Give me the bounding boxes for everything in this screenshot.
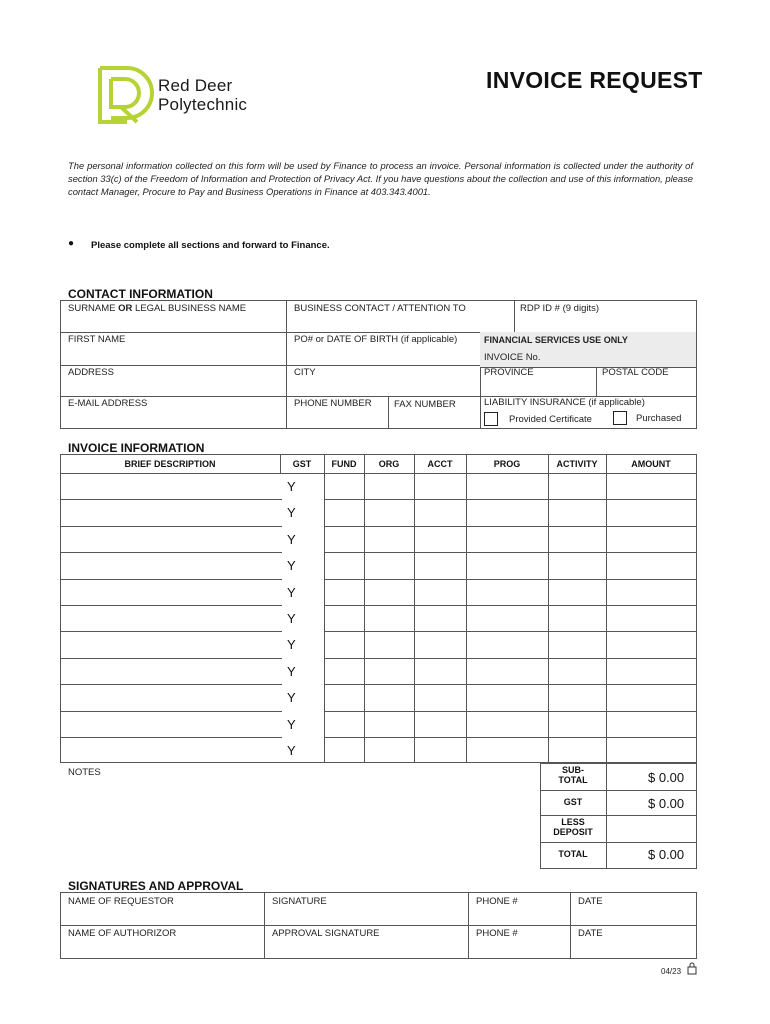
col-amount: AMOUNT: [631, 459, 671, 469]
col-fund: FUND: [331, 459, 357, 469]
financial-services-label: FINANCIAL SERVICES USE ONLY: [484, 335, 628, 345]
row-divider: [324, 737, 697, 738]
row-divider: [324, 711, 697, 712]
total-label: TOTAL: [558, 849, 588, 859]
gst-mark[interactable]: Y: [287, 637, 296, 652]
row-divider: [324, 658, 697, 659]
requestor-phone-label[interactable]: PHONE #: [476, 896, 518, 907]
city-label[interactable]: CITY: [294, 367, 316, 378]
row-divider: [324, 526, 697, 527]
email-label[interactable]: E-MAIL ADDRESS: [68, 398, 148, 409]
row-divider: [60, 711, 282, 712]
lock-icon: [687, 961, 697, 975]
row-divider: [60, 552, 282, 553]
row-divider: [324, 631, 697, 632]
gst-mark[interactable]: Y: [287, 717, 296, 732]
col-brief-description: BRIEF DESCRIPTION: [124, 459, 216, 469]
logo-wordmark: [158, 76, 247, 114]
row-divider: [60, 631, 282, 632]
gst-mark[interactable]: Y: [287, 743, 296, 758]
row-divider: [60, 684, 282, 685]
gst-total-value: $ 0.00: [648, 796, 685, 811]
po-dob-label[interactable]: PO# or DATE OF BIRTH (if applicable): [294, 334, 458, 345]
postal-code-label[interactable]: POSTAL CODE: [602, 367, 669, 378]
liability-label: LIABILITY INSURANCE (if applicable): [484, 397, 645, 408]
requestor-signature-label[interactable]: SIGNATURE: [272, 896, 327, 907]
logo-line-1: Red Deer: [158, 76, 233, 95]
phone-label[interactable]: PHONE NUMBER: [294, 398, 372, 409]
row-divider: [324, 579, 697, 580]
subtotal-label: SUB- TOTAL: [558, 765, 588, 785]
first-name-label[interactable]: FIRST NAME: [68, 334, 126, 345]
gst-mark[interactable]: Y: [287, 690, 296, 705]
requestor-name-label[interactable]: NAME OF REQUESTOR: [68, 896, 174, 907]
form-version: 04/23: [661, 967, 682, 976]
row-divider: [324, 499, 697, 500]
row-divider: [324, 552, 697, 553]
col-acct: ACCT: [427, 459, 453, 469]
subtotal-value: $ 0.00: [648, 770, 685, 785]
invoice-section-title: INVOICE INFORMATION: [68, 441, 205, 455]
requestor-date-label[interactable]: DATE: [578, 896, 603, 907]
row-divider: [60, 737, 282, 738]
fax-label[interactable]: FAX NUMBER: [394, 399, 456, 410]
row-divider: [60, 658, 282, 659]
surname-label[interactable]: SURNAME OR LEGAL BUSINESS NAME: [68, 303, 247, 314]
approval-signature-label[interactable]: APPROVAL SIGNATURE: [272, 928, 380, 939]
col-org: ORG: [378, 459, 400, 469]
province-label[interactable]: PROVINCE: [484, 367, 534, 378]
instruction-text: Please complete all sections and forward to Finance.: [91, 240, 330, 251]
row-divider: [60, 605, 282, 606]
address-label[interactable]: ADDRESS: [68, 367, 114, 378]
contact-section-title: CONTACT INFORMATION: [68, 287, 213, 301]
page-title: INVOICE REQUEST: [486, 67, 703, 93]
privacy-notice: The personal information collected on this form will be used by Finance to process an invoice. Personal information is collected under the authority of section 33(c) of the Freedom of Information and Protection of Privacy Act. If you have questions about the collection and use of this information, please contact Manager, Procure to Pay and Business Operations in Finance at 403.343.4001.: [68, 160, 693, 197]
rdp-id-label[interactable]: RDP ID # (9 digits): [520, 303, 600, 314]
rdp-logo-icon: [97, 65, 157, 125]
provided-certificate-checkbox[interactable]: [484, 412, 498, 426]
business-contact-label[interactable]: BUSINESS CONTACT / ATTENTION TO: [294, 303, 466, 314]
signatures-section-title: SIGNATURES AND APPROVAL: [68, 879, 244, 893]
col-gst: GST: [292, 459, 312, 469]
gst-mark[interactable]: Y: [287, 585, 296, 600]
bullet-icon: ●: [68, 238, 75, 249]
col-activity: ACTIVITY: [556, 459, 598, 469]
gst-mark[interactable]: Y: [287, 532, 296, 547]
row-divider: [60, 526, 282, 527]
row-divider: [324, 684, 697, 685]
less-deposit-label: LESS DEPOSIT: [553, 817, 593, 837]
purchased-label: Purchased: [636, 413, 682, 424]
logo-line-2: Polytechnic: [158, 95, 248, 114]
gst-total-label: GST: [563, 797, 583, 807]
invoice-no-label: INVOICE No.: [484, 352, 541, 363]
purchased-checkbox[interactable]: [613, 411, 627, 425]
row-divider: [60, 499, 282, 500]
row-divider: [324, 605, 697, 606]
invoice-table: [60, 454, 697, 763]
row-divider: [60, 579, 282, 580]
notes-label[interactable]: NOTES: [68, 767, 101, 778]
gst-mark[interactable]: Y: [287, 505, 296, 520]
gst-mark[interactable]: Y: [287, 479, 296, 494]
total-value: $ 0.00: [648, 847, 685, 862]
col-prog: PROG: [493, 459, 521, 469]
provided-certificate-label: Provided Certificate: [509, 414, 592, 425]
gst-mark[interactable]: Y: [287, 558, 296, 573]
gst-mark[interactable]: Y: [287, 611, 296, 626]
authorizor-phone-label[interactable]: PHONE #: [476, 928, 518, 939]
gst-mark[interactable]: Y: [287, 664, 296, 679]
authorizor-date-label[interactable]: DATE: [578, 928, 603, 939]
authorizor-name-label[interactable]: NAME OF AUTHORIZOR: [68, 928, 177, 939]
